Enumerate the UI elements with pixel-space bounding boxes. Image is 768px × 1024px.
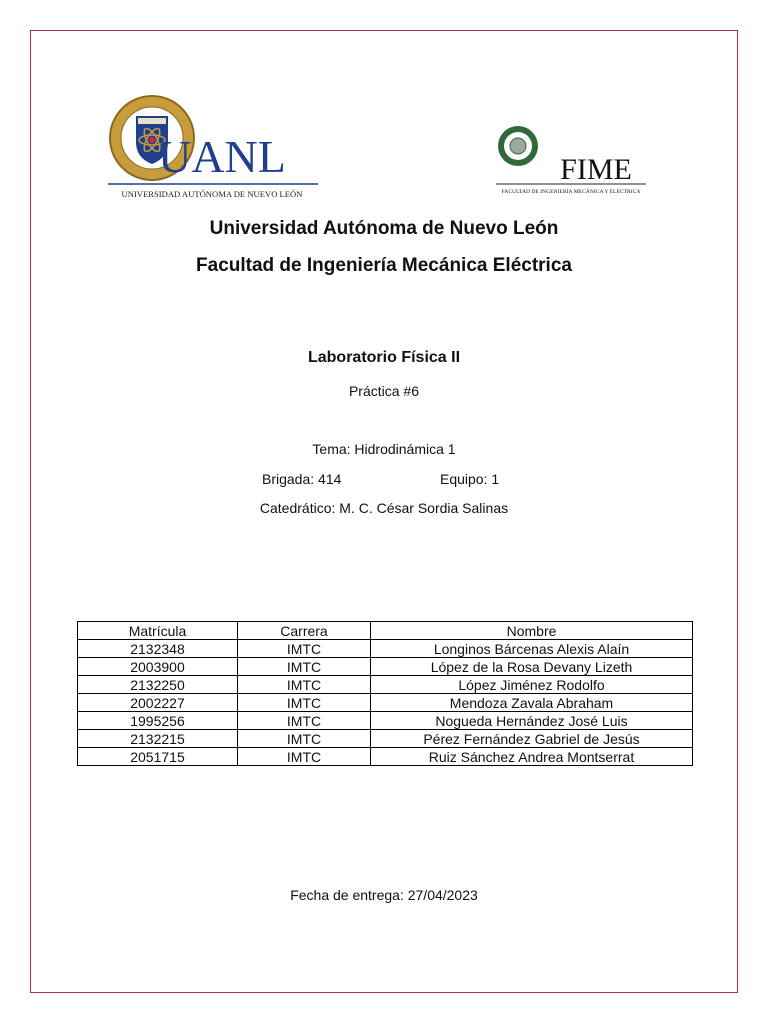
svg-text:UANL: UANL: [158, 131, 286, 182]
practice-number: Práctica #6: [348, 383, 420, 399]
cell-nombre: Pérez Fernández Gabriel de Jesús: [371, 730, 693, 748]
brigade: Brigada: 414: [262, 471, 342, 487]
cell-nombre: López Jiménez Rodolfo: [371, 676, 693, 694]
teacher: Catedrático: M. C. César Sordia Salinas: [259, 500, 509, 516]
fime-logo: [492, 118, 650, 198]
cell-matricula: 1995256: [78, 712, 238, 730]
table-row: [78, 730, 693, 748]
table-row: [78, 676, 693, 694]
cell-nombre: Ruiz Sánchez Andrea Montserrat: [371, 748, 693, 766]
team: Equipo: 1: [440, 471, 500, 487]
cell-matricula: 2002227: [78, 694, 238, 712]
header-nombre: Nombre: [371, 622, 693, 640]
fime-logo-subtitle: FACULTAD DE INGENIERÍA MECÁNICA Y ELÉCTRICA: [501, 189, 641, 195]
cell-carrera: IMTC: [238, 658, 371, 676]
fime-seal-icon: [492, 118, 650, 198]
table-row: [78, 748, 693, 766]
table-row: [78, 694, 693, 712]
cell-carrera: IMTC: [238, 712, 371, 730]
delivery-date: Fecha de entrega: 27/04/2023: [290, 887, 478, 903]
table-header-row: [78, 622, 693, 640]
cell-nombre: Nogueda Hernández José Luis: [371, 712, 693, 730]
header-carrera: Carrera: [238, 622, 371, 640]
table-row: [78, 658, 693, 676]
course-name: Laboratorio Física II: [307, 349, 461, 366]
students-table: [77, 621, 693, 766]
table-row: [78, 712, 693, 730]
cell-carrera: IMTC: [238, 730, 371, 748]
cell-nombre: Longinos Bárcenas Alexis Alaín: [371, 640, 693, 658]
uanl-seal-icon: [108, 94, 330, 204]
svg-text:FIME: FIME: [560, 153, 632, 186]
cell-matricula: 2051715: [78, 748, 238, 766]
university-title: Universidad Autónoma de Nuevo León: [209, 218, 559, 239]
uanl-logo: [108, 94, 330, 204]
cell-matricula: 2132250: [78, 676, 238, 694]
topic: Tema: Hidrodinámica 1: [312, 441, 456, 457]
header-matricula: Matrícula: [78, 622, 238, 640]
table-row: [78, 640, 693, 658]
cell-carrera: IMTC: [238, 640, 371, 658]
cell-matricula: 2132348: [78, 640, 238, 658]
cell-carrera: IMTC: [238, 694, 371, 712]
cell-nombre: López de la Rosa Devany Lizeth: [371, 658, 693, 676]
cell-matricula: 2132215: [78, 730, 238, 748]
cell-nombre: Mendoza Zavala Abraham: [371, 694, 693, 712]
cell-carrera: IMTC: [238, 676, 371, 694]
uanl-logo-subtitle: UNIVERSIDAD AUTÓNOMA DE NUEVO LEÓN: [121, 189, 303, 199]
cell-carrera: IMTC: [238, 748, 371, 766]
faculty-title: Facultad de Ingeniería Mecánica Eléctrica: [196, 255, 572, 276]
cell-matricula: 2003900: [78, 658, 238, 676]
